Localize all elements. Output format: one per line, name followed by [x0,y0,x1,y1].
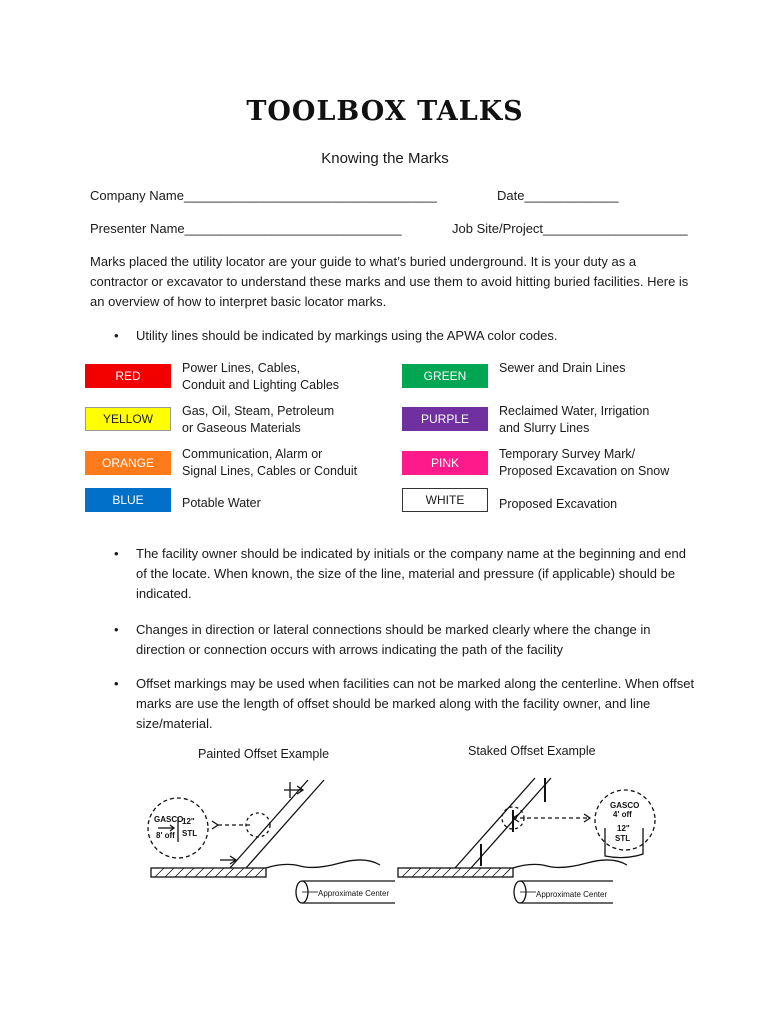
color-desc-orange-line1: Communication, Alarm or [182,447,323,461]
painted-mark-owner: GASCO [154,815,184,824]
bullet-apwa-text: Utility lines should be indicated by markings using the APWA color codes. [136,328,558,343]
painted-mark-offset: 8' off [156,831,175,840]
color-desc-yellow-line1: Gas, Oil, Steam, Petroleum [182,404,335,418]
painted-mark-size: 12" [182,817,195,826]
color-swatch-yellow: YELLOW [85,407,171,431]
color-desc-white: Proposed Excavation [499,497,618,511]
color-swatch-red: RED [85,364,171,388]
presenter-name-label: Presenter Name [90,221,185,236]
page-title: TOOLBOX TALKS [246,96,524,127]
ground-band [151,868,266,877]
color-desc-pink-line1: Temporary Survey Mark/ [499,447,636,461]
intro-paragraph: Marks placed the utility locator are your guide to what’s buried underground. It is your duty as a contractor or excavator to understand these marks and use them to avoid hitting buried facilities. Here is an overview of how to interpret basic locator marks. [90,254,689,309]
bullet-icon: • [114,676,119,691]
ground-hatch [402,868,511,877]
ground-band [398,868,513,877]
color-desc-red [182,360,339,394]
ground-hatch [155,868,264,877]
color-swatch-blue: BLUE [85,488,171,512]
page-subtitle: Knowing the Marks [321,150,449,167]
color-desc-purple-line1: Reclaimed Water, Irrigation [499,404,650,418]
job-site-line: ____________________ [543,221,688,236]
company-name-field [90,188,437,203]
color-desc-pink [499,446,669,480]
staked-offset-diagram [395,770,680,910]
color-swatch-pink: PINK [402,451,488,475]
color-swatch-white: WHITE [402,488,488,512]
color-desc-yellow-line2: or Gaseous Materials [182,421,301,435]
bullet-offset [114,674,696,734]
pipe-line [471,778,551,868]
color-desc-orange [182,446,357,480]
bullet-direction-text: Changes in direction or lateral connections should be marked clearly where the change in direction or connection occurs with arrows indicating the path of the facility [136,622,651,657]
job-site-label: Job Site/Project [452,221,544,236]
color-desc-red-line2: Conduit and Lighting Cables [182,378,340,392]
color-swatch-orange: ORANGE [85,451,171,475]
bullet-offset-text: Offset markings may be used when facilities can not be marked along the centerline. When offset marks are use the length of offset should be marked along with the facility owner, and line size/material. [136,676,695,731]
date-field [497,188,618,203]
date-label: Date [497,188,525,203]
presenter-name-line: ______________________________ [184,221,402,236]
color-desc-pink-line2: Proposed Excavation on Snow [499,464,670,478]
painted-offset-caption: Painted Offset Example [198,747,330,761]
painted-offset-diagram [140,770,410,910]
color-desc-green: Sewer and Drain Lines [499,361,626,375]
bullet-icon: • [114,328,119,343]
painted-mark-material: STL [182,829,198,838]
color-swatch-green: GREEN [402,364,488,388]
color-desc-orange-line2: Signal Lines, Cables or Conduit [182,464,358,478]
pipe-line [230,780,308,868]
bullet-owner [114,544,696,604]
staked-mark-size: 12" [617,824,630,833]
color-desc-purple-line2: and Slurry Lines [499,421,590,435]
bullet-direction [114,620,696,660]
painted-center-label: Approximate Center [318,889,390,898]
color-desc-purple [499,403,649,437]
staked-offset-caption: Staked Offset Example [468,744,596,758]
color-desc-blue: Potable Water [182,496,261,510]
arrow-head-icon [212,821,218,829]
staked-center-label: Approximate Center [536,890,608,899]
staked-mark-owner: GASCO [610,801,640,810]
color-desc-yellow [182,403,334,437]
color-swatch-purple: PURPLE [402,407,488,431]
excavation-edge [266,860,380,868]
bullet-icon: • [114,546,119,561]
pipe-line [455,778,535,868]
staked-mark-offset: 4' off [613,810,632,819]
bullet-owner-text: The facility owner should be indicated by initials or the company name at the beginning and end of the locate. When known, the size of the line, material and pressure (if applicable) should be indicated. [136,546,686,601]
excavation-edge [513,860,627,868]
pipe-line [246,780,324,868]
company-name-line: ___________________________________ [183,188,437,203]
date-line: _____________ [524,188,619,203]
bullet-icon: • [114,622,119,637]
color-desc-red-line1: Power Lines, Cables, [182,361,301,375]
job-site-field [452,221,688,236]
company-name-label: Company Name [90,188,184,203]
bullet-apwa [114,326,696,346]
presenter-name-field [90,221,402,236]
staked-mark-material: STL [615,834,631,843]
